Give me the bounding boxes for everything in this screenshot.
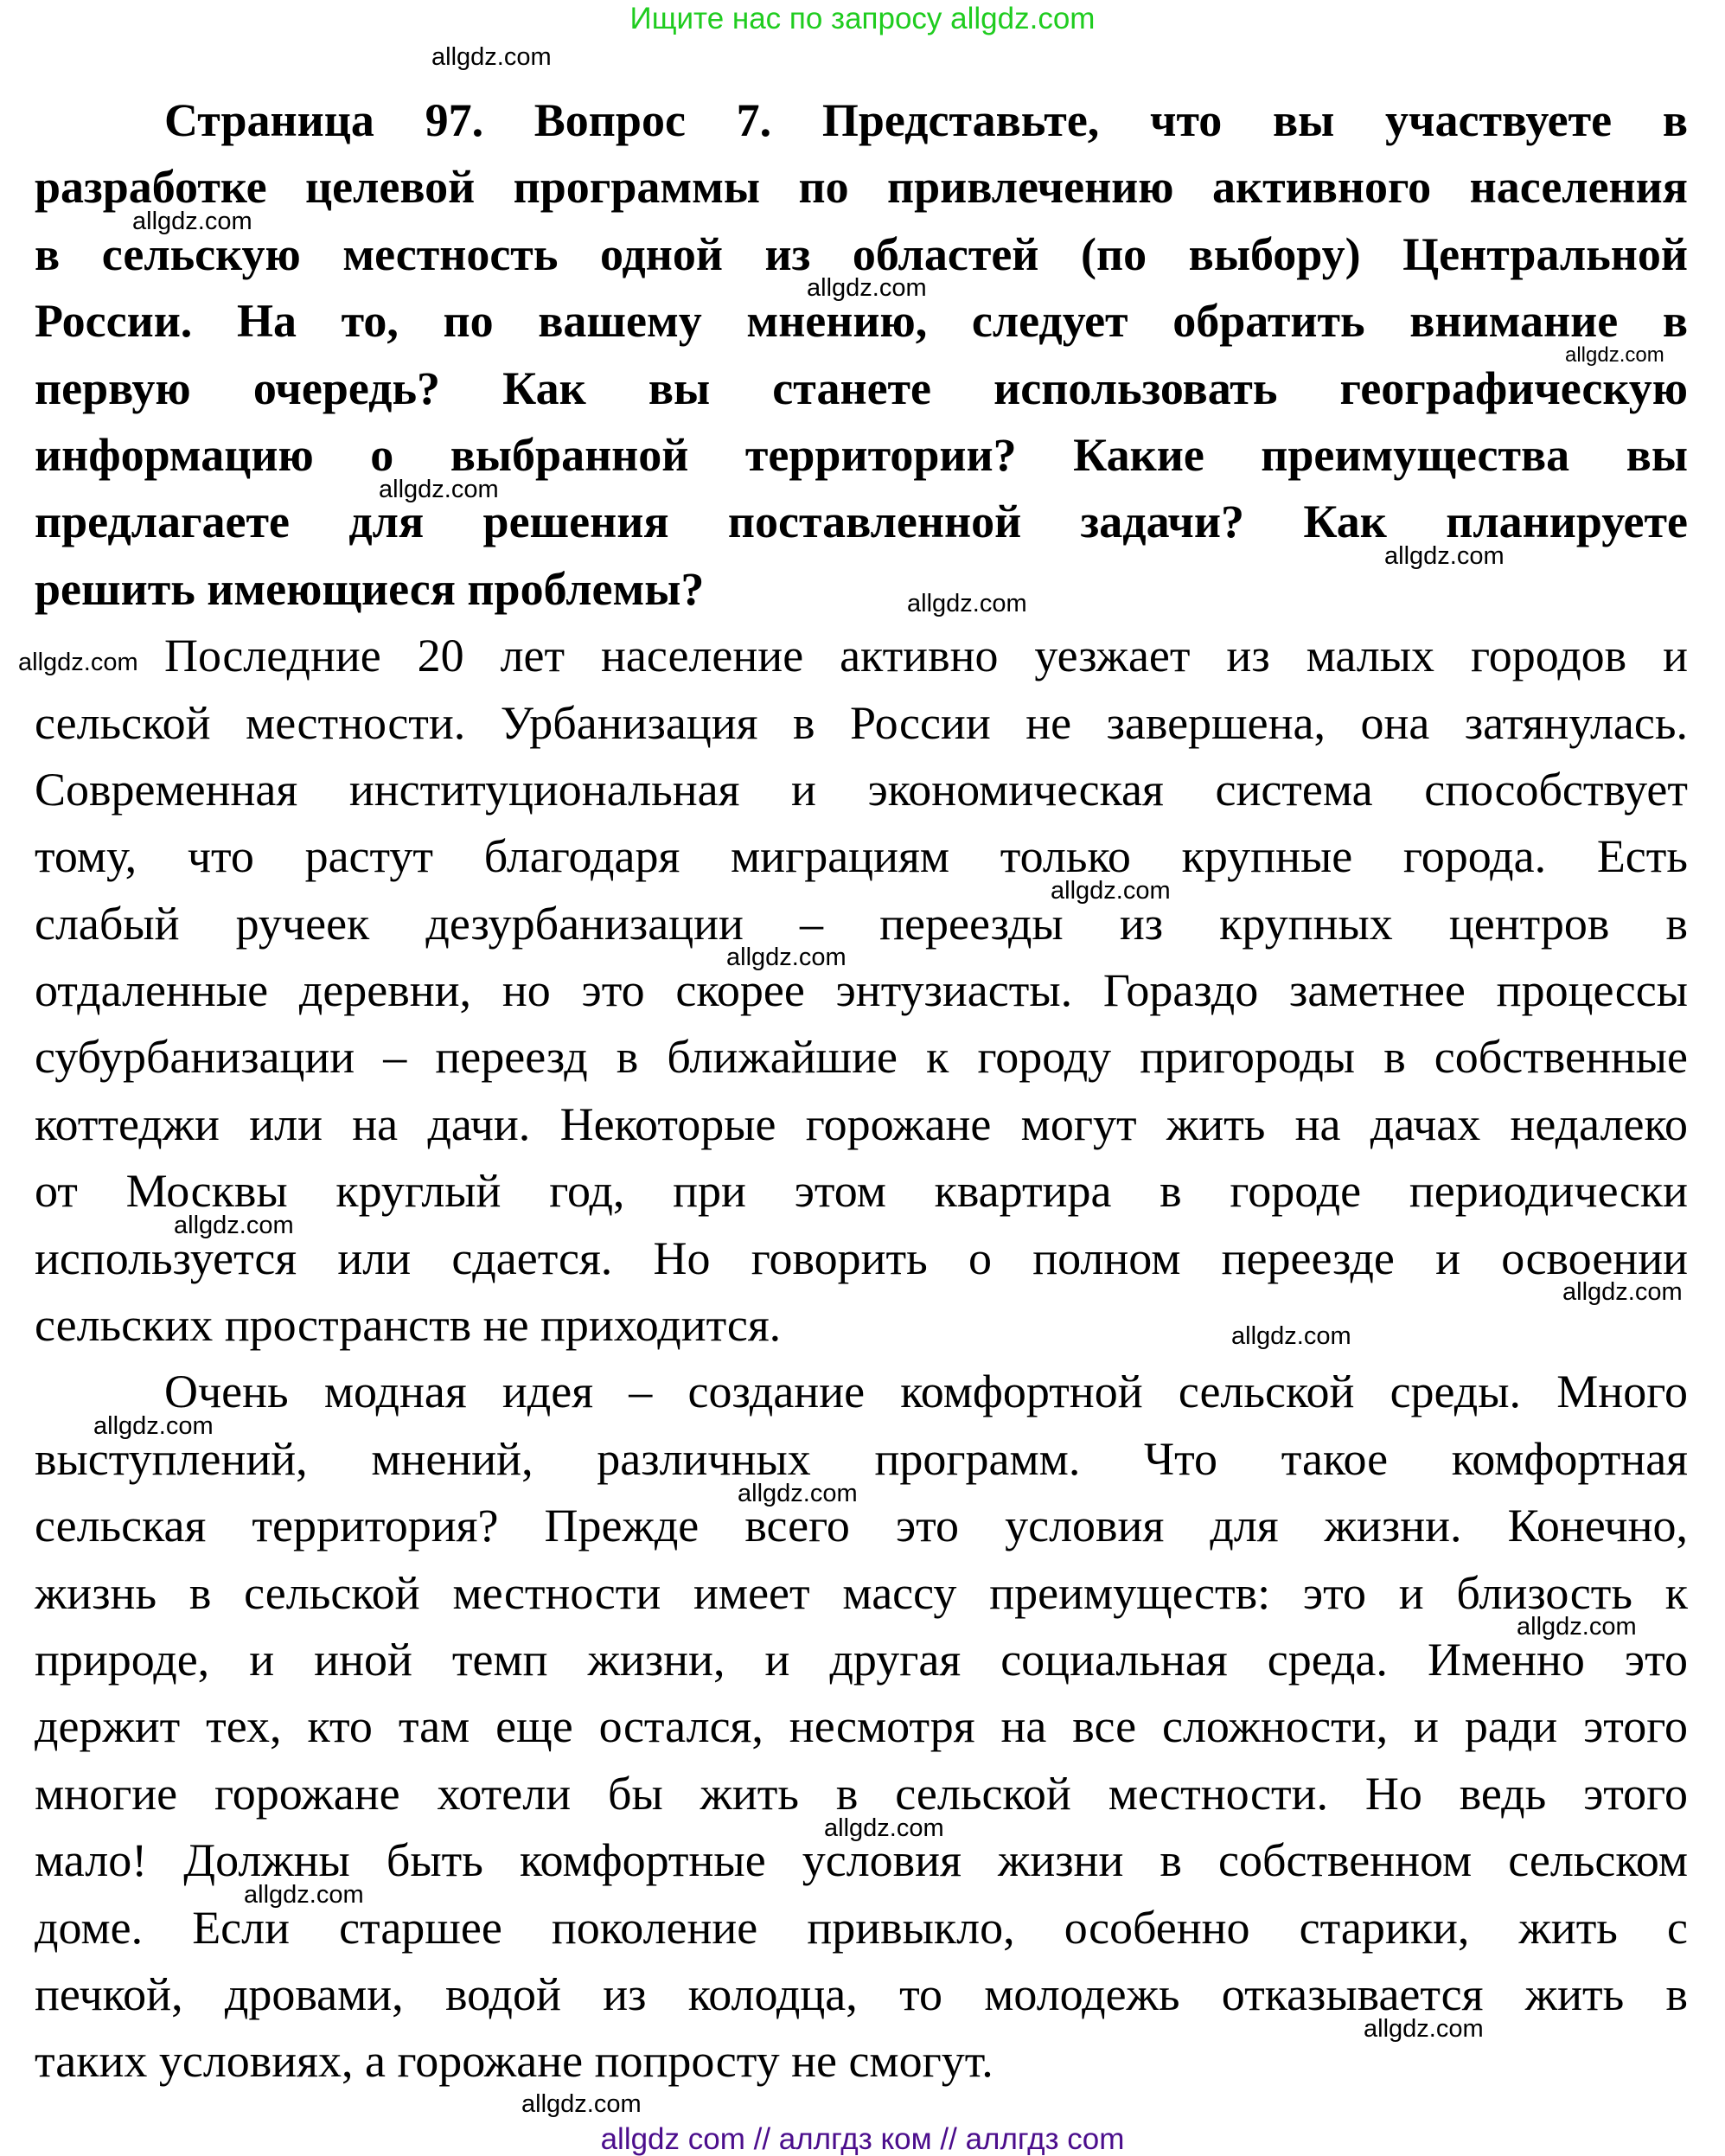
answer-paragraph-2 xyxy=(35,1359,1688,2095)
text-line: тому, что растут благодаря миграциям только крупные города. Есть xyxy=(35,830,1688,883)
watermark: allgdz.com xyxy=(1364,2015,1484,2043)
text-line: природе, и иной темп жизни, и другая социальная среда. Именно это xyxy=(35,1633,1688,1686)
watermark: allgdz.com xyxy=(1565,343,1664,367)
text-line: сельской местности. Урбанизация в России не завершена, она затянулась. xyxy=(35,696,1688,749)
watermark: allgdz.com xyxy=(738,1480,858,1507)
watermark: allgdz.com xyxy=(907,590,1027,617)
watermark: allgdz.com xyxy=(824,1814,944,1842)
watermark: allgdz.com xyxy=(1562,1278,1683,1306)
text-line: жизнь в сельской местности имеет массу преимуществ: это и близость к xyxy=(35,1566,1688,1619)
text-line: в сельскую местность одной из областей (по выбору) Центральной xyxy=(35,227,1688,280)
watermark: allgdz.com xyxy=(1384,542,1505,570)
text-line: информацию о выбранной территории? Какие преимущества вы xyxy=(35,428,1688,481)
text-line: России. На то, по вашему мнению, следует обратить внимание в xyxy=(35,295,1688,348)
text-line: печкой, дровами, водой из колодца, то молодежь отказывается жить в xyxy=(35,1967,1688,2020)
watermark: allgdz.com xyxy=(18,649,138,676)
text-line: мало! Должны быть комфортные условия жизни в собственном сельском xyxy=(35,1834,1688,1887)
footer-links: allgdz com // аллгдз ком // аллгдз com xyxy=(600,2122,1125,2156)
text-line: сельская территория? Прежде всего это условия для жизни. Конечно, xyxy=(35,1500,1688,1552)
text-line: отдаленные деревни, но это скорее энтузиасты. Гораздо заметнее процессы xyxy=(35,964,1688,1017)
text-line: от Москвы круглый год, при этом квартира в городе периодически xyxy=(35,1165,1688,1218)
watermark: allgdz.com xyxy=(93,1412,214,1440)
text-line: выступлений, мнений, различных программ. Что такое комфортная xyxy=(35,1432,1688,1485)
text-line: таких условиях, а горожане попросту не смогут. xyxy=(35,2035,993,2088)
text-line: Очень модная идея – создание комфортной сельской среды. Много xyxy=(164,1366,1688,1418)
watermark: allgdz.com xyxy=(244,1881,364,1909)
watermark: allgdz.com xyxy=(807,274,927,302)
text-line: коттеджи или на дачи. Некоторые горожане могут жить на дачах недалеко xyxy=(35,1097,1688,1150)
watermark: allgdz.com xyxy=(379,476,499,503)
watermark: allgdz.com xyxy=(132,208,252,235)
text-line: разработке целевой программы по привлечению активного населения xyxy=(35,161,1688,214)
text-line: используется или сдается. Но говорить о полном переезде и освоении xyxy=(35,1232,1688,1284)
text-line: первую очередь? Как вы станете использовать географическую xyxy=(35,361,1688,414)
watermark: allgdz.com xyxy=(1231,1322,1351,1350)
text-line: субурбанизации – переезд в ближайшие к городу пригороды в собственные xyxy=(35,1031,1688,1084)
document-text xyxy=(35,87,1688,2095)
text-line: решить имеющиеся проблемы? xyxy=(35,562,705,615)
answer-paragraph-1 xyxy=(35,623,1688,1359)
watermark: allgdz.com xyxy=(174,1212,294,1239)
text-line: доме. Если старшее поколение привыкло, особенно старики, жить с xyxy=(35,1901,1688,1954)
text-line: предлагаете для решения поставленной задачи? Как планируете xyxy=(35,496,1688,548)
text-line: слабый ручеек дезурбанизации – переезды из крупных центров в xyxy=(35,897,1688,950)
text-line: Последние 20 лет население активно уезжает из малых городов и xyxy=(164,630,1688,682)
text-line: Страница 97. Вопрос 7. Представьте, что вы участвуете в xyxy=(164,94,1688,146)
text-line: сельских пространств не приходится. xyxy=(35,1299,782,1352)
watermark: allgdz.com xyxy=(1051,877,1171,905)
watermark: allgdz.com xyxy=(521,2090,642,2118)
watermark: allgdz.com xyxy=(1517,1613,1637,1641)
text-line: Современная институциональная и экономическая система способствует xyxy=(35,763,1688,816)
text-line: держит тех, кто там еще остался, несмотря на все сложности, и ради этого xyxy=(35,1700,1688,1753)
search-banner: Ищите нас по запросу allgdz.com xyxy=(629,2,1096,35)
watermark: allgdz.com xyxy=(726,944,847,971)
watermark: allgdz.com xyxy=(431,43,552,71)
text-line: многие горожане хотели бы жить в сельской местности. Но ведь этого xyxy=(35,1767,1688,1820)
